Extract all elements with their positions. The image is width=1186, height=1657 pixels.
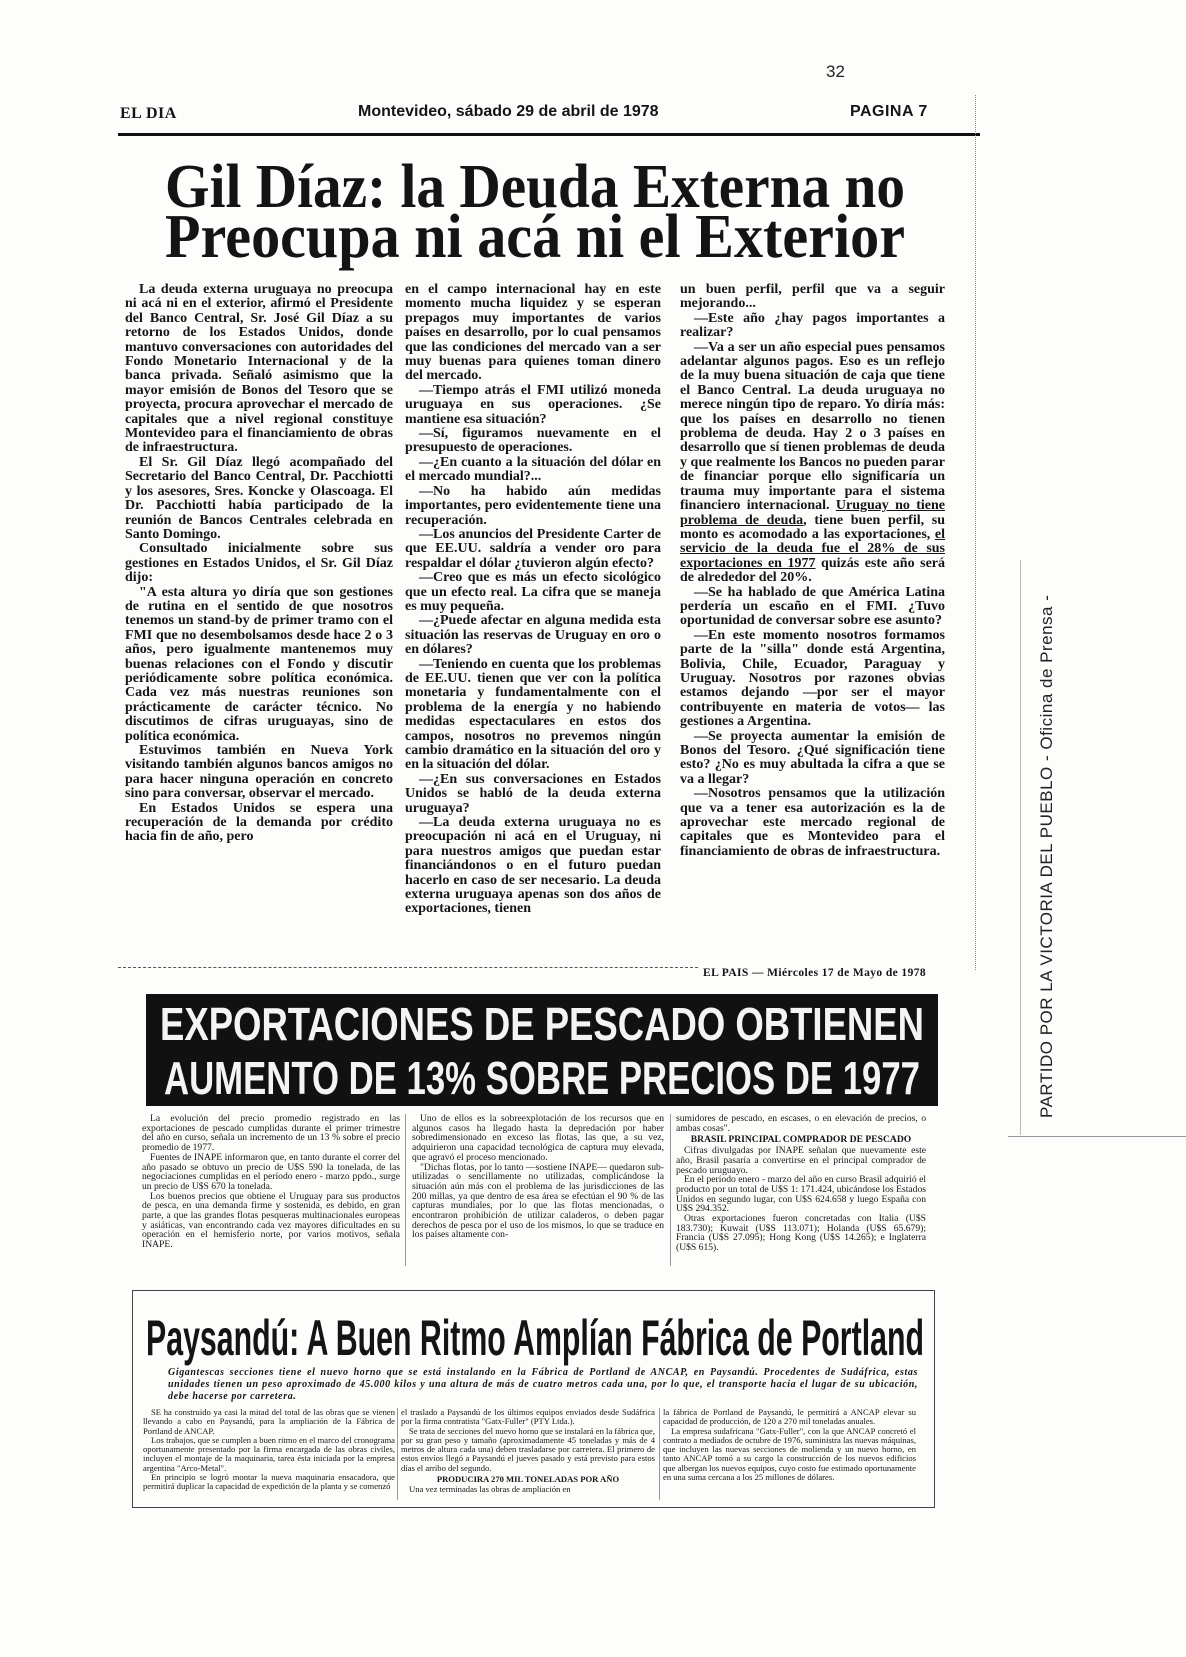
- clipping-cut-line: [118, 967, 698, 968]
- paragraph: —En este momento nosotros formamos parte de la "silla" donde está Argentina, Bolivia, Chile, Ecuador, Paraguay y Uruguay. Nosotros por razones obvias estamos dejando —por ser el mayor contribuyente en materia de votos— las gestiones a Argentina.: [680, 627, 945, 730]
- dateline: Montevideo, sábado 29 de abril de 1978: [358, 103, 659, 120]
- margin-line: [1008, 1136, 1186, 1137]
- paragraph: Uno de ellos es la sobreexplotación de los recursos que en algunos casos ha llegado hasta la depredación por haber sobredimensionado en exceso las flotas, las que, a su vez, adquirieron una capacidad tecnológica de captura muy elevada, que agravó el proceso mencionado.: [412, 1113, 664, 1163]
- text-segment: quizás este año será de alrededor del 20%.: [680, 555, 945, 586]
- article1-column-1: [125, 283, 393, 845]
- paragraph: —Se ha hablado de que América Latina perdería un escaño en el FMI. ¿Tuvo oportunidad de conversar sobre ese asunto?: [680, 584, 945, 629]
- newspaper-name: EL DIA: [120, 105, 177, 122]
- column-divider: [659, 1408, 660, 1500]
- article2-column-2: [412, 1114, 664, 1240]
- headline-line-2: Preocupa ni acá ni el Exterior: [165, 203, 905, 271]
- paragraph: Se trata de secciones del nuevo horno que se instalará en la fábrica que, por su gran peso y tamaño (aproximadamente 45 toneladas y más de 4 metros de altura cada una) deben trasladarse por carretera. El primero de estos envíos llegó a Paysandú el jueves pasado y está previsto para estos días el arribo del segundo.: [401, 1425, 655, 1473]
- article1-headline: [150, 145, 940, 280]
- text-segment: —Va a ser un año especial pues pensamos adelantar algunos pagos. Eso es un reflejo de la muy buena situación de caja que tiene el Banco Central. La deuda uruguaya no merece ningún tipo de reparo. Yo diría más: que los países en desarrollo no tienen problema de deuda. Hay 2 o 3 países en desarrollo que sí tienen problemas de deuda y que realmente los Bancos no pueden parar de financiar porque ello significaría un trauma muy importante para el sistema financiero internacional.: [680, 339, 945, 514]
- paragraph: [680, 341, 945, 586]
- paragraph: sumidores de pescado, en escases, o en elevación de precios, o ambas cosas".: [676, 1113, 926, 1134]
- column-divider: [670, 1114, 671, 1266]
- paragraph: Fuentes de INAPE informaron que, en tanto durante el correr del año pasado se obtuvo un precio de U$S 590 la tonelada, de las negociaciones cumplidas en el período enero - marzo ppdo., surge un precio de U$S 670 la tonelada.: [142, 1151, 400, 1192]
- paragraph: —Este año ¿hay pagos importantes a realizar?: [680, 310, 945, 341]
- paragraph: —Teniendo en cuenta que los problemas de EE.UU. tienen que ver con la política monetaria y fundamentalmente con el problema de la energía y no habiendo medidas espectaculares en estos dos campos, nosotros no prevemos ningún cambio dramático en la situación del oro y en la situación del dólar.: [405, 656, 661, 773]
- paragraph: —Sí, figuramos nuevamente en el presupuesto de operaciones.: [405, 426, 661, 456]
- paragraph: En el período enero - marzo del año en curso Brasil adquirió el producto por un total de U$S 1: 171.424, ubicándose los Estados Unidos en segundo lugar, con U$S 624.658 y luego España con U$S 294.352.: [676, 1174, 926, 1215]
- paragraph: La empresa sudafricana "Gatx-Fuller", con la que ANCAP concretó el contrato a mediados de octubre de 1976, suministra las nuevas máquinas, que incluyen las nuevas secciones de molienda y un nuevo horno, en tanto ANCAP tomó a su cargo la construcción de los nuevos edificios que albergan los nuevos equipos, cuyo costo fue estimado oportunamente en una suma cercana a los 25 millones de dólares.: [663, 1425, 916, 1483]
- header-rule: [118, 133, 980, 136]
- banner-line-2: AUMENTO DE 13% SOBRE PRECIOS DE 1977: [164, 1052, 920, 1104]
- paragraph: En Estados Unidos se espera una recuperación de la demanda por crédito hacia fin de año, pero: [125, 800, 393, 845]
- paragraph: —¿En sus conversaciones en Estados Unidos se habló de la deuda externa uruguaya?: [405, 771, 661, 816]
- paragraph: —¿En cuanto a la situación del dólar en el mercado mundial?...: [405, 454, 661, 485]
- article3-column-3: [663, 1408, 916, 1482]
- headline-line-1: Gil Díaz: la Deuda Externa no: [165, 153, 905, 221]
- paragraph: el traslado a Paysandú de los últimos equipos enviados desde Sudáfrica por la firma contratista "Gatx-Fuller" (PTY Ltda.).: [401, 1407, 655, 1427]
- margin-line: [1020, 560, 1021, 1135]
- subheading: BRASIL PRINCIPAL COMPRADOR DE PESCADO: [690, 1134, 912, 1146]
- article2-column-3: [676, 1114, 926, 1253]
- article3-headline-text: Paysandú: A Buen Ritmo Amplían Fábrica de Portland: [146, 1310, 925, 1366]
- article3-headline: [142, 1298, 932, 1370]
- paragraph: La evolución del precio promedio registrado en las exportaciones de pescado cumplidas durante el primer trimestre del año en curso, señala un incremento de un 13 % sobre el precio promedio de 1977.: [142, 1113, 400, 1154]
- paragraph: Los trabajos, que se cumplen a buen ritmo en el marco del cronograma oportunamente presentado por la firma encargada de las obras civiles, incluyen el montaje de la maquinaria, tarea ésta iniciada por la empresa argentina "Arco-Metal".: [143, 1434, 395, 1473]
- article3-deck: Gigantescas secciones tiene el nuevo horno que se está instalando en la Fábrica de Portland de ANCAP, en Paysandú. Procedentes de Sudáfrica, estas unidades tienen un peso aproximado de 45.000 kilos y una altura de más de cuatro metros cada una, por lo que, el transporte hacia el lugar de su ubicación, debe hacerse por carretera.: [168, 1367, 918, 1402]
- paragraph: un buen perfil, perfil que va a seguir mejorando...: [680, 282, 945, 312]
- paragraph: —No ha habido aún medidas importantes, pero evidentemente tiene una recuperación.: [405, 483, 661, 528]
- article2-column-1: [142, 1114, 400, 1250]
- paragraph: —Creo que es más un efecto sicológico que un efecto real. La cifra que se maneja es muy pequeña.: [405, 570, 661, 614]
- paragraph: —Se proyecta aumentar la emisión de Bonos del Tesoro. ¿Qué significación tiene esto? ¿No es muy abultada la cifra a que se va a llegar?: [680, 728, 945, 787]
- paragraph: —¿Puede afectar en alguna medida esta situación las reservas de Uruguay en oro o en dólares?: [405, 613, 661, 658]
- clipping-edge: [975, 95, 976, 970]
- clipping-source-line: EL PAIS — Miércoles 17 de Mayo de 1978: [703, 967, 927, 979]
- page-number: 32: [826, 62, 845, 81]
- paragraph: En principio se logró montar la nueva maquinaria ensacadora, que permitirá duplicar la capacidad de expedición de la planta y se comenzó: [143, 1472, 395, 1492]
- paragraph: La deuda externa uruguaya no preocupa ni acá ni en el exterior, afirmó el Presidente del Banco Central, Sr. José Gil Díaz a su retorno de los Estados Unidos, donde mantuvo conversaciones con autoridades del Fondo Monetario Internacional y de la banca privada. Señaló asimismo que la mayor emisión de Bonos del Tesoro que se proyecta, procura aprovechar el mercado de capitales que a nivel regional constituye Montevideo para el financiamiento de obras de infraestructura.: [125, 282, 393, 456]
- archive-side-stamp: PARTIDO POR LA VICTORIA DEL PUEBLO - Oficina de Prensa -: [1037, 594, 1056, 1118]
- article3-column-1: [143, 1408, 395, 1492]
- column-divider: [397, 1408, 398, 1500]
- paragraph: Una vez terminadas las obras de ampliación en: [409, 1484, 571, 1495]
- paragraph: Cifras divulgadas por INAPE señalan que nuevamente este año, Brasil pasaría a convertirse en el principal comprador de pescado uruguayo.: [676, 1145, 926, 1176]
- underlined-text: Uruguay no tiene problema de deuda: [680, 498, 945, 528]
- paragraph: SE ha construido ya casi la mitad del total de las obras que se vienen llevando a cabo en Paysandú, para la ampliación de la Fábrica de Portland de ANCAP.: [143, 1407, 395, 1436]
- paragraph: Otras exportaciones fueron concretadas con Italia (U$S 183.730); Kuwait (U$S 113.071); Holanda (U$S 65.679); Francia (U$S 27.095); Hong Kong (U$S 14.265); e Inglaterra (U$S 615).: [676, 1213, 926, 1254]
- underlined-text: el servicio de la deuda fue el 28% de sus exportaciones en 1977: [680, 526, 945, 571]
- paragraph: "A esta altura yo diría que son gestiones de rutina en el sentido de que nosotros tenemos un stand-by de primer tramo con el FMI que no desembolsamos desde hace 2 o 3 años, pero igualmente mantenemos muy buenas relaciones con el Fondo y discutir periódicamente sobre política económica. Cada vez más nuestras reuniones son prácticamente de carácter técnico. No discutimos de cifras uruguayas, sino de política económica.: [125, 584, 393, 744]
- paragraph: —Tiempo atrás el FMI utilizó moneda uruguaya en sus operaciones. ¿Se mantiene esa situación?: [405, 382, 661, 427]
- column-divider: [405, 1114, 406, 1266]
- subheading: PRODUCIRA 270 MIL TONELADAS POR AÑO: [436, 1474, 620, 1485]
- paragraph: Consultado inicialmente sobre sus gestiones en Estados Unidos, el Sr. Gil Díaz dijo:: [125, 541, 393, 586]
- article1-column-3: [680, 283, 945, 859]
- paragraph: en el campo internacional hay en este momento mucha liquidez y se esperan prepagos muy importantes de varios países en desarrollo, por lo cual pensamos que las condiciones del mercado van a ser muy buenas para quienes toman dinero del mercado.: [405, 282, 661, 384]
- paragraph: Estuvimos también en Nueva York visitando también algunos bancos amigos no para hacer ninguna operación en concreto sino para conversar, observar el mercado.: [125, 743, 393, 802]
- article3-column-2: [401, 1408, 655, 1495]
- text-segment: , tiene buen perfil, su monto es acomodado a las exportaciones,: [680, 512, 945, 542]
- paragraph: El Sr. Gil Díaz llegó acompañado del Secretario del Banco Central, Dr. Pacchiotti y los asesores, Sres. Koncke y Olascoaga. El Dr. Pacchiotti había participado de la reunión de Bancos Centrales celebrada en Santo Domingo.: [125, 454, 393, 542]
- article2-headline-banner: [146, 994, 938, 1106]
- banner-line-1: EXPORTACIONES DE PESCADO OBTIENEN: [160, 998, 924, 1050]
- newspaper-page-label: PAGINA 7: [850, 103, 928, 120]
- paragraph: Los buenos precios que obtiene el Uruguay para sus productos de pesca, en una demanda firme y sostenida, es debido, en gran parte, a que las grandes flotas pesqueras multinacionales europeas y asiáticas, van encontrando cada vez mayores dificultades en su operación en el hemisferio norte, por varios motivos, señala INAPE.: [142, 1190, 400, 1251]
- article1-column-2: [405, 283, 661, 917]
- paragraph: la fábrica de Portland de Paysandú, le permitirá a ANCAP elevar su capacidad de producción, de 120 a 270 mil toneladas anuales.: [663, 1407, 916, 1427]
- paragraph: —Nosotros pensamos que la utilización que va a tener esa autorización es la de aprovechar este mercado regional de capitales que es Montevideo para el financiamiento de obras de infraestructura.: [680, 786, 945, 859]
- paragraph: "Dichas flotas, por lo tanto —sostiene INAPE— quedaron sub-utilizadas o sencillamente no utilizadas, complicándose la situación aún más con el problema de las jurisdicciones de las 200 millas, ya que dentro de esa área se efectúan el 90 % de las capturas mundiales, por lo que las flotas mencionadas, o encontraron prohibición de utilizar caladeros, o deben pagar derechos de pesca por el uso de los mismos, lo que se traduce en los países altamente con-: [412, 1161, 664, 1241]
- paragraph: —La deuda externa uruguaya no es preocupación ni acá en el Uruguay, ni para nuestros amigos que puedan estar financiándonos o en el futuro puedan hacerlo en caso de ser necesario. La deuda externa uruguaya apenas son dos años de exportaciones, tienen: [405, 815, 661, 917]
- paragraph: —Los anuncios del Presidente Carter de que EE.UU. saldría a vender oro para respaldar el dólar ¿tuvieron algún efecto?: [405, 526, 661, 571]
